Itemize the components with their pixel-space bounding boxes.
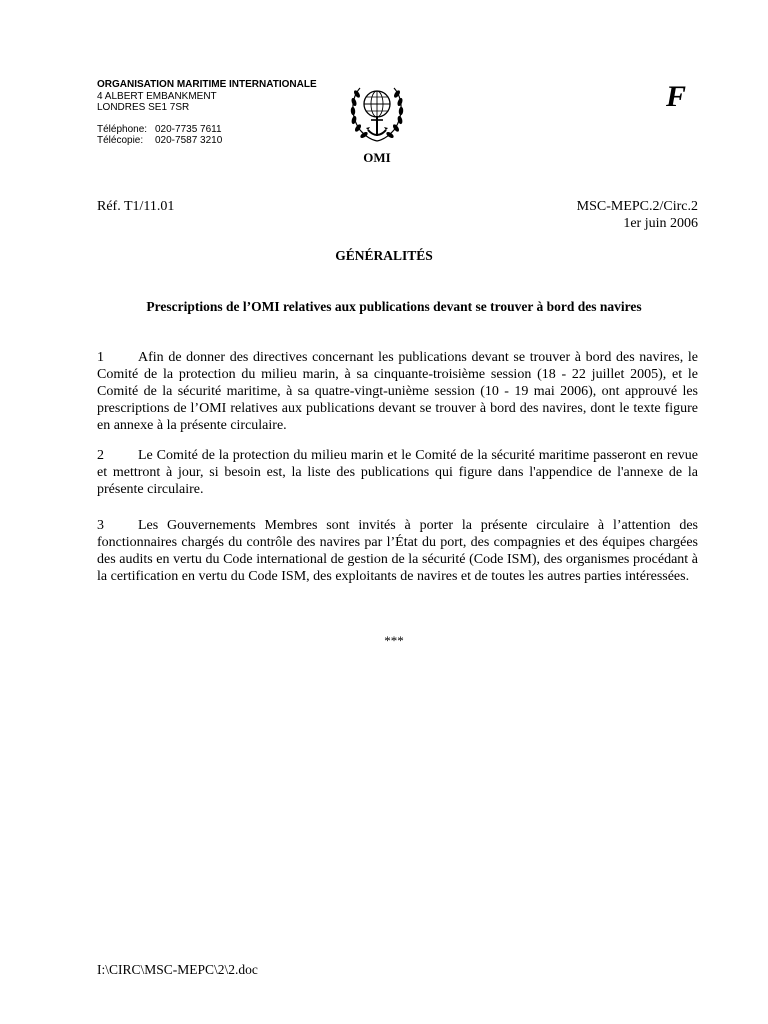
paragraph-number: 1: [97, 350, 104, 365]
end-marker: ***: [384, 633, 404, 648]
paragraph: [97, 517, 698, 585]
document-date: 1er juin 2006: [623, 215, 698, 231]
phone-line: [97, 124, 317, 136]
paragraph-text: Le Comité de la protection du milieu marin et le Comité de la sécurité maritime passeront en revue et mettront à jour, si besoin est, la liste des publications qui figure dans l'appendice de l'annexe de la présente circulaire.: [97, 448, 698, 497]
paragraph-text: Afin de donner des directives concernant les publications devant se trouver à bord des navires, le Comité de la protection du milieu marin, à sa cinquante-troisième session (18 - 22 juillet 2005), et le Comité de la sécurité maritime, à sa quatre-vingt-unième session (10 - 19 mai 2006), ont approuvé les prescriptions de l’OMI relatives aux publications devant se trouver à bord des navires, dont le texte figure en annexe à la présente circulaire.: [97, 350, 698, 433]
address-line-2: LONDRES SE1 7SR: [97, 102, 190, 113]
section-title: GÉNÉRALITÉS: [335, 248, 433, 263]
footer-file-path: I:\CIRC\MSC-MEPC\2\2.doc: [97, 962, 258, 977]
org-name: ORGANISATION MARITIME INTERNATIONALE: [97, 79, 317, 90]
paragraph-number: 3: [97, 518, 104, 533]
phone-value: 020-7735 7611: [155, 123, 222, 135]
fax-value: 020-7587 3210: [155, 135, 223, 146]
emblem-label: OMI: [363, 150, 391, 165]
paragraph: [97, 349, 698, 434]
language-indicator: F: [666, 80, 687, 113]
document-id-block: [577, 199, 698, 232]
fax-label: Télécopie:: [97, 135, 144, 146]
paragraph: [97, 447, 698, 498]
reference-number: Réf. T1/11.01: [97, 199, 175, 214]
paragraph-text: Les Gouvernements Membres sont invités à porter la présente circulaire à l’attention des fonctionnaires chargés du contrôle des navires par l’État du port, des compagnies et des équipes chargées des audits en vertu du Code international de gestion de la sécurité (Code ISM), des organismes procédant à la certification en vertu du Code ISM, des exploitants de navires et de toutes les autres parties intéressées.: [97, 518, 698, 584]
fax-line: [97, 135, 317, 147]
document-number: MSC-MEPC.2/Circ.2: [576, 199, 698, 214]
contact-block: [97, 124, 317, 147]
address-line-1: 4 ALBERT EMBANKMENT: [97, 90, 217, 102]
paragraph-number: 2: [97, 448, 104, 463]
document-title: Prescriptions de l’OMI relatives aux publications devant se trouver à bord des navires: [146, 299, 642, 314]
imo-emblem-icon: [346, 80, 408, 146]
org-address-block: [97, 79, 317, 147]
phone-label: Téléphone:: [97, 123, 148, 135]
